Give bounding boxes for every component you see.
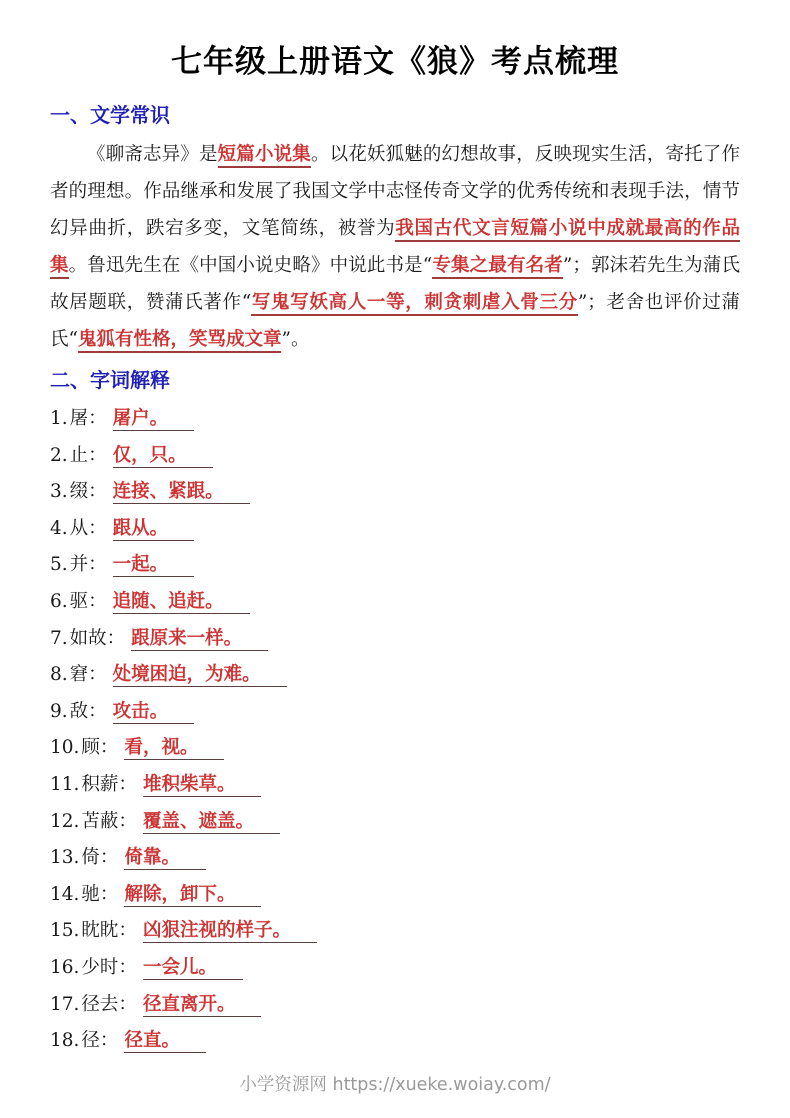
item-number: 4.	[50, 517, 68, 539]
item-number: 9.	[50, 700, 68, 722]
item-number: 16.	[50, 956, 80, 978]
text-run: ”；郭沫若先生为蒲氏故居题联，赞蒲氏著作“	[50, 255, 740, 313]
item-definition: 跟从。	[113, 518, 195, 541]
vocabulary-item	[50, 840, 740, 877]
item-definition: 倚靠。	[124, 847, 206, 870]
item-definition: 堆积柴草。	[143, 774, 262, 797]
item-number: 6.	[50, 590, 68, 612]
item-term: 窘：	[69, 664, 107, 686]
item-definition: 追随、追赶。	[113, 591, 250, 614]
item-term: 径：	[81, 1030, 119, 1052]
item-definition: 解除，卸下。	[124, 884, 261, 907]
vocabulary-item	[50, 767, 740, 804]
vocabulary-item	[50, 877, 740, 914]
item-term: 积薪：	[81, 773, 137, 795]
item-definition: 跟原来一样。	[131, 628, 268, 651]
item-number: 13.	[50, 847, 80, 869]
highlighted-phrase: 鬼狐有性格，笑骂成文章	[78, 329, 282, 353]
item-number: 11.	[50, 773, 80, 795]
vocabulary-item	[50, 474, 740, 511]
vocabulary-list	[50, 401, 740, 1060]
item-number: 14.	[50, 883, 80, 905]
item-definition: 凶狠注视的样子。	[143, 920, 317, 943]
item-term: 如故：	[69, 627, 126, 649]
vocabulary-item	[50, 987, 740, 1024]
text-run: 。以花妖狐魅的幻想故事，反映现实生活，寄托了作者的理想。作品继承和发展了我国文学中志怪传奇文学的优秀传统和表现手法，情节幻异曲折，跌宕多变，文笔简练，被誉为	[50, 144, 740, 239]
item-term: 苫蔽：	[81, 810, 137, 832]
item-term: 并：	[69, 554, 107, 576]
vocabulary-item	[50, 401, 740, 438]
item-definition: 连接、紧跟。	[113, 481, 250, 504]
literature-paragraph	[50, 136, 740, 358]
highlighted-phrase: 专集之最有名者	[432, 255, 563, 279]
text-run: ”；老舍也评价过蒲氏“	[50, 292, 740, 350]
item-definition: 径直。	[124, 1030, 206, 1053]
item-definition: 一起。	[113, 554, 195, 577]
footer-watermark: 小学资源网 https://xueke.woiay.com/	[239, 1075, 551, 1095]
vocabulary-item	[50, 913, 740, 950]
vocabulary-item	[50, 511, 740, 548]
item-definition: 覆盖、遮盖。	[143, 811, 280, 834]
item-term: 眈眈：	[81, 920, 137, 942]
item-term: 少时：	[81, 956, 137, 978]
item-number: 8.	[50, 664, 68, 686]
highlighted-phrase: 写鬼写妖高人一等，刺贪刺虐入骨三分	[251, 292, 578, 316]
item-term: 倚：	[81, 847, 119, 869]
item-definition: 径直离开。	[143, 994, 262, 1017]
item-number: 2.	[50, 444, 68, 466]
vocabulary-item	[50, 804, 740, 841]
text-run: 《聊斋志异》是	[87, 144, 218, 165]
item-term: 顾：	[81, 737, 119, 759]
item-definition: 看，视。	[124, 737, 224, 760]
highlighted-phrase: 短篇小说集	[218, 144, 311, 168]
item-term: 止：	[69, 444, 107, 466]
item-term: 屠：	[69, 408, 107, 429]
item-number: 17.	[50, 993, 80, 1015]
highlighted-phrase: 我国古代文言短篇小说中成就最高的作品集	[50, 218, 740, 279]
item-definition: 攻击。	[113, 701, 195, 724]
text-run: ”。	[281, 329, 310, 350]
item-definition: 屠户。	[113, 408, 195, 431]
item-number: 15.	[50, 920, 80, 942]
vocabulary-item	[50, 694, 740, 731]
item-number: 3.	[50, 481, 68, 503]
page-title: 七年级上册语文《狼》考点梳理	[171, 44, 619, 80]
text-run: 。鲁迅先生在《中国小说史略》中说此书是“	[68, 255, 433, 276]
vocabulary-item	[50, 547, 740, 584]
vocabulary-item	[50, 657, 740, 694]
item-term: 驰：	[81, 883, 119, 905]
section-heading-literature: 一、文学常识	[50, 103, 170, 127]
item-term: 径去：	[81, 993, 137, 1015]
item-term: 敌：	[69, 700, 107, 722]
item-number: 12.	[50, 810, 80, 832]
vocabulary-item	[50, 438, 740, 475]
item-number: 7.	[50, 627, 68, 649]
vocabulary-item	[50, 1023, 740, 1060]
item-definition: 处境困迫，为难。	[113, 664, 287, 687]
item-definition: 仅，只。	[113, 445, 213, 468]
vocabulary-item	[50, 730, 740, 767]
vocabulary-item	[50, 950, 740, 987]
item-term: 从：	[69, 517, 107, 539]
item-number: 1.	[50, 408, 68, 429]
vocabulary-item	[50, 621, 740, 658]
item-definition: 一会儿。	[143, 957, 243, 980]
vocabulary-item	[50, 584, 740, 621]
item-number: 5.	[50, 554, 68, 576]
item-number: 18.	[50, 1030, 80, 1052]
item-term: 缀：	[69, 481, 107, 503]
item-number: 10.	[50, 737, 80, 759]
item-term: 驱：	[69, 590, 107, 612]
section-heading-vocabulary: 二、字词解释	[50, 368, 170, 392]
